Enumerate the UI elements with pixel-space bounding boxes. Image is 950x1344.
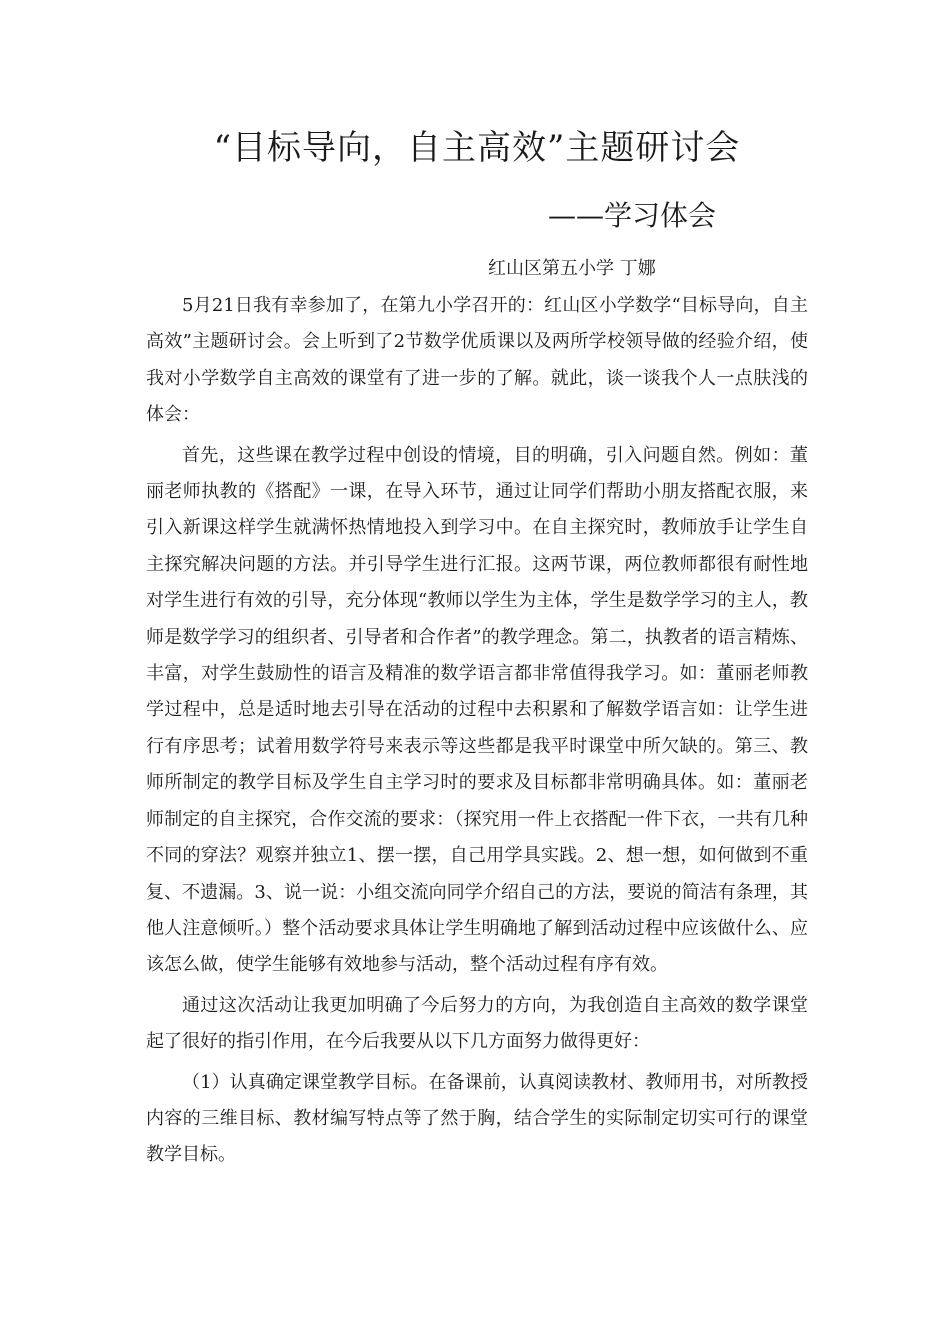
author-line: 红山区第五小学 丁娜 (488, 258, 656, 279)
document-subtitle: ——学习体会 (548, 199, 717, 232)
paragraph-goal-1: （1）认真确定课堂教学目标。在备课前，认真阅读教材、教师用书，对所教授内容的三维目标、教材编写特点等了然于胸，结合学生的实际制定切实可行的课堂教学目标。 (146, 1071, 808, 1166)
document-body (146, 288, 808, 1174)
document-title: “目标导向，自主高效”主题研讨会 (213, 128, 741, 168)
paragraph-observations: 首先，这些课在教学过程中创设的情境，目的明确，引入问题自然。例如：董丽老师执教的《搭配》一课，在导入环节，通过让同学们帮助小朋友搭配衣服，来引入新课这样学生就满怀热情地投入到学习中。在自主探究时，教师放手让学生自主探究解决问题的方法。并引导学生进行汇报。这两节课，两位教师都很有耐性地对学生进行有效的引导，充分体现“教师以学生为主体，学生是数学学习的主人，教师是数学学习的组织者、引导者和合作者”的教学理念。第二，执教者的语言精炼、丰富，对学生鼓励性的语言及精准的数学语言都非常值得我学习。如：董丽老师教学过程中，总是适时地去引导在活动的过程中去积累和了解数学语言如：让学生进行有序思考；试着用数学符号来表示等这些都是我平时课堂中所欠缺的。第三、教师所制定的教学目标及学生自主学习时的要求及目标都非常明确具体。如：董丽老师制定的自主探究，合作交流的要求：（探究用一件上衣搭配一件下衣，一共有几种不同的穿法？观察并独立1、摆一摆，自己用学具实践。2、想一想，如何做到不重复、不遗漏。3、说一说：小组交流向同学介绍自己的方法，要说的简洁有条理，其他人注意倾听。）整个活动要求具体让学生明确地了解到活动过程中应该做什么、应该怎么做，使学生能够有效地参与活动，整个活动过程有序有效。 (146, 444, 808, 976)
paragraph-reflection: 通过这次活动让我更加明确了今后努力的方向，为我创造自主高效的数学课堂起了很好的指引作用，在今后我要从以下几方面努力做得更好： (146, 994, 808, 1053)
paragraph-intro: 5月21日我有幸参加了，在第九小学召开的：红山区小学数学“目标导向，自主高效”主题研讨会。会上听到了2节数学优质课以及两所学校领导做的经验介绍，使我对小学数学自主高效的课堂有了进一步的了解。就此，谈一谈我个人一点肤浅的体会： (146, 295, 808, 426)
